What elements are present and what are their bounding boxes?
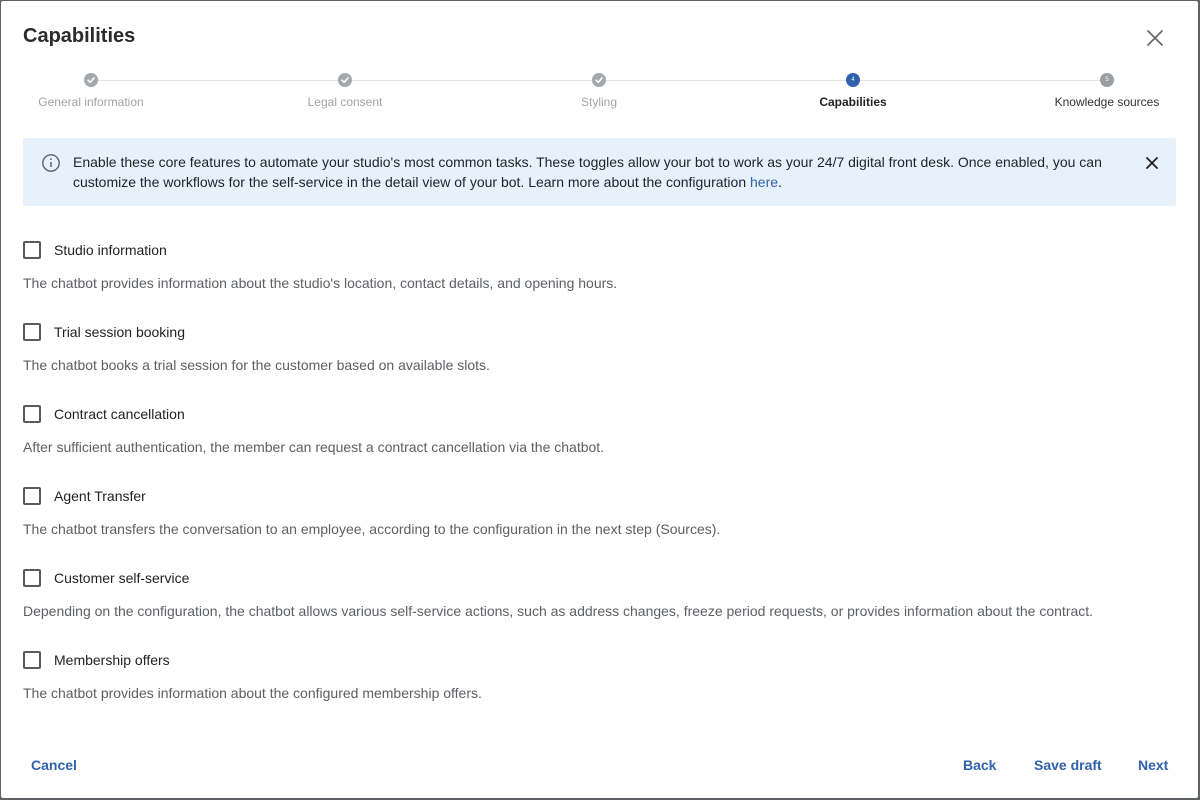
step-capabilities[interactable] (753, 71, 953, 109)
banner-close-button[interactable] (1143, 154, 1161, 172)
close-button[interactable] (1142, 25, 1168, 51)
option-description: The chatbot provides information about the configured membership offers. (23, 685, 482, 701)
next-button[interactable]: Next (1130, 755, 1176, 775)
option-description: The chatbot transfers the conversation to an employee, according to the configuration in the next step (Sources). (23, 521, 721, 537)
step-label: Styling (580, 95, 618, 109)
save-draft-button[interactable]: Save draft (1026, 755, 1110, 775)
checkmark-icon (594, 75, 604, 85)
close-icon (1146, 157, 1158, 169)
option-customer-self-service (23, 568, 1173, 619)
option-label[interactable]: Contract cancellation (54, 406, 185, 422)
step-label: General information (38, 95, 144, 109)
step-number: 4 (851, 77, 855, 83)
configuration-help-link[interactable]: here (750, 174, 779, 190)
step-done-dot (338, 73, 352, 87)
step-label: Knowledge sources (1054, 95, 1160, 109)
customer-self-service-checkbox[interactable] (23, 569, 41, 587)
option-description: Depending on the configuration, the chatbot allows various self-service actions, such as address changes, freeze period requests, or provides information about the contract. (23, 603, 1094, 619)
contract-cancellation-checkbox[interactable] (23, 405, 41, 423)
studio-information-checkbox[interactable] (23, 241, 41, 259)
option-description: The chatbot books a trial session for the customer based on available slots. (23, 357, 490, 373)
step-done-dot (84, 73, 98, 87)
banner-link-suffix: . (778, 174, 782, 190)
step-label: Legal consent (307, 95, 383, 109)
step-styling[interactable] (499, 71, 699, 109)
option-label[interactable]: Trial session booking (54, 324, 185, 340)
dialog-title: Capabilities (23, 25, 136, 47)
step-knowledge-sources[interactable] (1007, 71, 1200, 109)
option-label[interactable]: Studio information (54, 242, 167, 258)
option-trial-session-booking (23, 322, 1173, 373)
info-banner (23, 138, 1176, 206)
capabilities-dialog (1, 1, 1198, 798)
step-legal-consent[interactable] (245, 71, 445, 109)
option-label[interactable]: Customer self-service (54, 570, 190, 586)
option-description: The chatbot provides information about the studio's location, contact details, and opening hours. (23, 275, 618, 291)
membership-offers-checkbox[interactable] (23, 651, 41, 669)
checkmark-icon (86, 75, 96, 85)
option-label[interactable]: Agent Transfer (54, 488, 146, 504)
option-label[interactable]: Membership offers (54, 652, 170, 668)
option-contract-cancellation (23, 404, 1173, 455)
banner-message: Enable these core features to automate your studio's most common tasks. These toggles allow your bot to work as your 24/7 digital front desk. Once enabled, you can customize the workflows for the self-service in the detail view of your bot. Learn more about the configuration (73, 154, 1102, 190)
step-general-information[interactable] (0, 71, 191, 109)
option-description: After sufficient authentication, the member can request a contract cancellation via the chatbot. (23, 439, 605, 455)
step-number: 5 (1105, 77, 1109, 83)
close-icon (1146, 29, 1164, 47)
stepper (1, 71, 1200, 121)
info-icon (41, 153, 61, 173)
option-membership-offers (23, 650, 1173, 701)
agent-transfer-checkbox[interactable] (23, 487, 41, 505)
trial-session-booking-checkbox[interactable] (23, 323, 41, 341)
option-studio-information (23, 240, 1173, 291)
cancel-button[interactable]: Cancel (23, 755, 85, 775)
step-done-dot (592, 73, 606, 87)
step-future-dot (1100, 73, 1114, 87)
step-label: Capabilities (819, 95, 887, 109)
checkmark-icon (340, 75, 350, 85)
option-agent-transfer (23, 486, 1173, 537)
banner-text (73, 152, 1123, 192)
back-button[interactable]: Back (955, 755, 1004, 775)
step-active-dot (846, 73, 860, 87)
